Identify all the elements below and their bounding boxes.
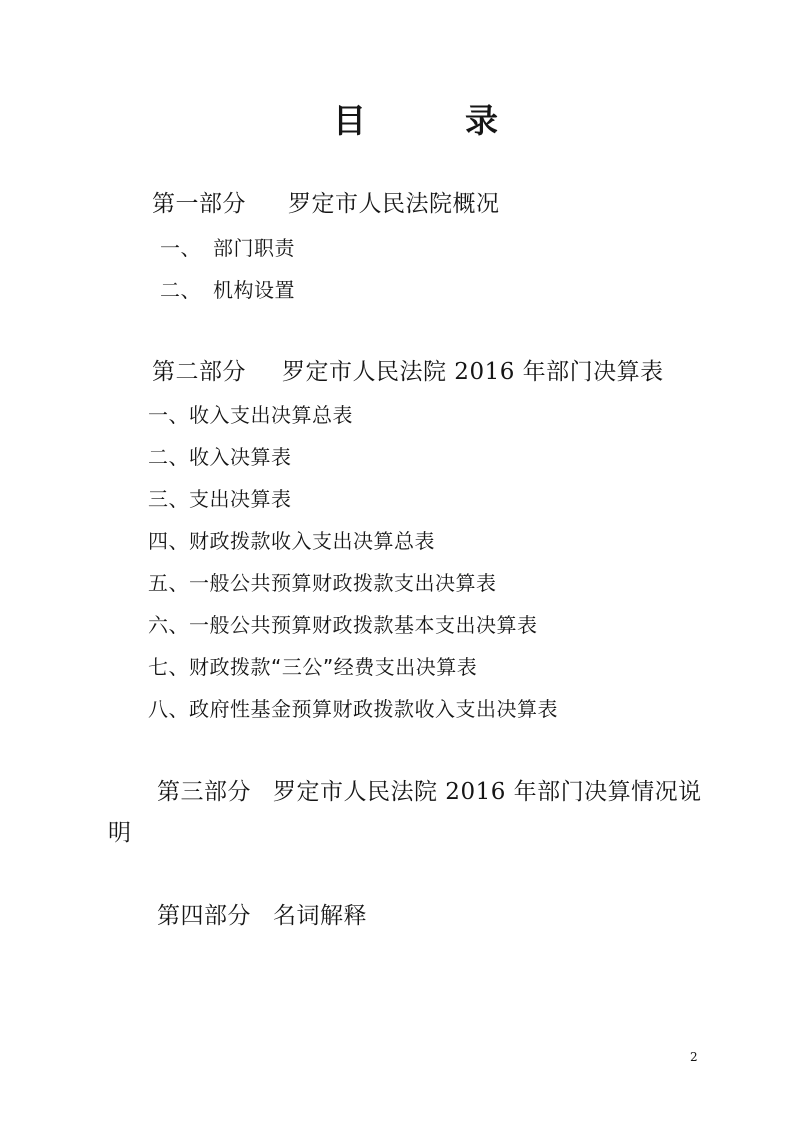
item-text: 机构设置 bbox=[213, 278, 295, 302]
part-label: 第三部分 bbox=[157, 779, 251, 805]
item-text: 收入决算表 bbox=[189, 445, 292, 469]
part-label: 第四部分 bbox=[157, 903, 251, 929]
item-number: 二、 bbox=[160, 278, 201, 302]
toc-item bbox=[160, 233, 295, 263]
page-number: 2 bbox=[690, 1050, 698, 1064]
item-number: 五、 bbox=[148, 571, 189, 595]
item-number: 八、 bbox=[148, 697, 189, 721]
toc-item bbox=[148, 652, 477, 682]
title-char-1: 目 bbox=[333, 101, 366, 140]
part-name-continued: 明 bbox=[108, 820, 132, 846]
toc-item bbox=[148, 694, 558, 724]
item-text: 一般公共预算财政拨款基本支出决算表 bbox=[189, 613, 538, 637]
item-number: 一、 bbox=[148, 403, 189, 427]
part-name: 罗定市人民法院概况 bbox=[288, 191, 500, 217]
part-label: 第一部分 bbox=[152, 191, 246, 217]
part-label: 第二部分 bbox=[152, 359, 246, 385]
toc-item bbox=[148, 442, 292, 472]
part-name: 罗定市人民法院 2016 年部门决算表 bbox=[282, 359, 664, 385]
item-text: 一般公共预算财政拨款支出决算表 bbox=[189, 571, 497, 595]
toc-part-2 bbox=[152, 357, 664, 387]
item-text: 部门职责 bbox=[213, 236, 295, 260]
item-number: 四、 bbox=[148, 529, 189, 553]
toc-item bbox=[148, 526, 435, 556]
toc-item bbox=[148, 484, 292, 514]
toc-part-3-continued bbox=[108, 818, 132, 848]
item-text: 财政拨款“三公”经费支出决算表 bbox=[189, 655, 478, 679]
item-number: 六、 bbox=[148, 613, 189, 637]
item-text: 政府性基金预算财政拨款收入支出决算表 bbox=[189, 697, 558, 721]
page-title bbox=[0, 96, 800, 146]
item-text: 支出决算表 bbox=[189, 487, 292, 511]
item-text: 收入支出决算总表 bbox=[189, 403, 353, 427]
toc-item bbox=[148, 568, 497, 598]
item-text: 财政拨款收入支出决算总表 bbox=[189, 529, 435, 553]
toc-item bbox=[160, 275, 295, 305]
part-name: 名词解释 bbox=[273, 903, 367, 929]
toc-item bbox=[148, 400, 353, 430]
item-number: 一、 bbox=[160, 236, 201, 260]
toc-part-4 bbox=[157, 901, 367, 931]
item-number: 七、 bbox=[148, 655, 189, 679]
title-char-2: 录 bbox=[465, 101, 498, 140]
item-number: 三、 bbox=[148, 487, 189, 511]
part-name: 罗定市人民法院 2016 年部门决算情况说 bbox=[273, 779, 702, 805]
toc-item bbox=[148, 610, 538, 640]
toc-part-1 bbox=[152, 189, 500, 219]
toc-part-3 bbox=[157, 777, 702, 807]
item-number: 二、 bbox=[148, 445, 189, 469]
